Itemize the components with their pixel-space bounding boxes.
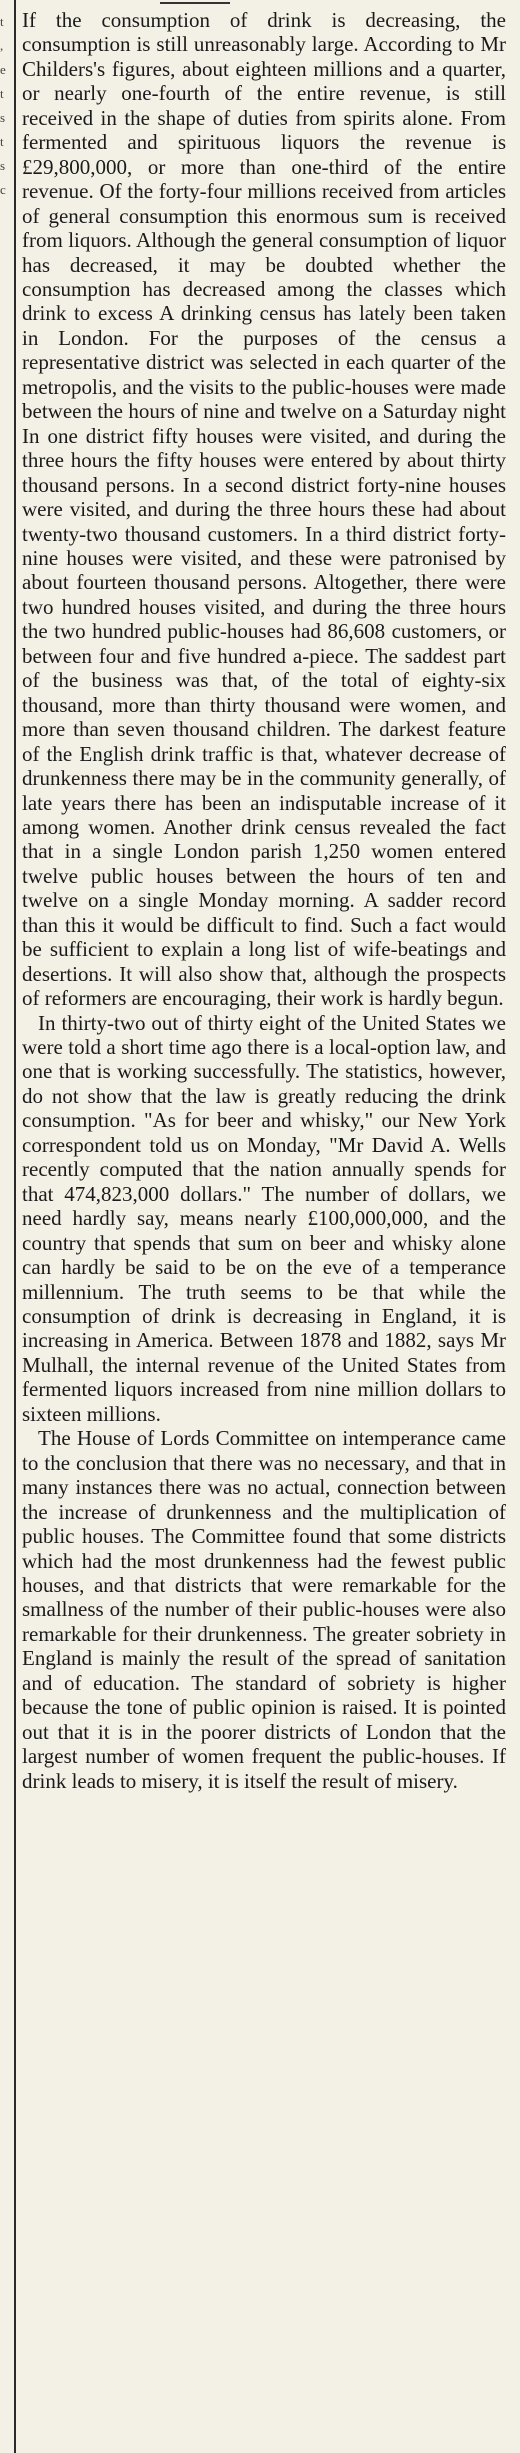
header-rule <box>160 2 230 4</box>
margin-fragment: t <box>0 14 4 29</box>
margin-fragment: c <box>0 182 6 197</box>
margin-fragment: s <box>0 110 6 125</box>
margin-fragment: e <box>0 62 6 77</box>
paragraph-drink-consumption: If the consumption of drink is decreasing, the consumption is still unreasonably large. According to Mr Childers's figures, about eighteen millions and a quarter, or nearly one-fourth of the entire revenue, is still received in the shape of duties from spirits alone. From fermented and spirituous liquors the revenue is £29,800,000, or more than one-third of the entire revenue. Of the forty-four millions received from articles of general consumption this enormous sum is received from liquors. Although the general consumption of liquor has decreased, it may be doubted whether the consumption has decreased among the classes which drink to excess A drinking census has lately been taken in London. For the purposes of the census a representative district was selected in each quarter of the metropolis, and the visits to the public-houses were made between the hours of nine and twelve on a Saturday night In one district fifty houses were visited, and during the three hours the fifty houses were entered by about thirty thousand persons. In a second district forty-nine houses were visited, and during the three hours these had about twenty-two thousand customers. In a third district forty-nine houses were visited, and these were patronised by about fourteen thousand persons. Altogether, there were two hundred houses visited, and during the three hours the two hundred public-houses had 86,608 customers, or between four and five hundred a-piece. The saddest part of the business was that, of the total of eighty-six thousand, more than thirty thousand were women, and more than seven thousand children. The darkest feature of the English drink traffic is that, whatever decrease of drunkenness there may be in the community generally, of late years there has been an indisputable increase of it among women. Another drink census revealed the fact that in a single London parish 1,250 women entered twelve public houses between the hours of ten and twelve on a single Monday morning. A sadder record than this it would be difficult to find. Such a fact would be sufficient to explain a long list of wife-beatings and desertions. It will also show that, although the prospects of reformers are encouraging, their work is hardly begun. <box>22 8 506 1011</box>
margin-fragment: , <box>0 38 4 53</box>
margin-fragment: t <box>0 134 4 149</box>
margin-fragment: t <box>0 86 4 101</box>
paragraph-united-states: In thirty-two out of thirty eight of the United States we were told a short time ago there is a local-option law, and one that is working successfully. The statistics, however, do not show that the law is greatly reducing the drink consumption. "As for beer and whisky," our New York correspondent told us on Monday, "Mr David A. Wells recently computed that the nation annually spends for that 474,823,000 dollars." The number of dollars, we need hardly say, means nearly £100,000,000, and the country that spends that sum on beer and whisky alone can hardly be said to be on the eve of a temperance millennium. The truth seems to be that while the consumption of drink is decreasing in England, it is increasing in America. Between 1878 and 1882, says Mr Mulhall, the internal revenue of the United States from fermented liquors increased from nine million dollars to sixteen millions. <box>22 1010 506 1426</box>
column-rule <box>14 0 16 2453</box>
paragraph-house-of-lords: The House of Lords Committee on intemperance came to the conclusion that there was no necessary, and that in many instances there was no actual, connection between the increase of drunkenness and the multiplication of public houses. The Committee found that some districts which had the most drunkenness had the fewest public houses, and that districts that were remarkable for the smallness of the number of their public-houses were also remarkable for their drunkenness. The greater sobriety in England is mainly the result of the spread of sanitation and of education. The standard of sobriety is higher because the tone of public opinion is raised. It is pointed out that it is in the poorer districts of London that the largest number of women frequent the public-houses. If drink leads to misery, it is itself the result of misery. <box>22 1426 506 1793</box>
article-column <box>22 8 506 1793</box>
left-margin-fragments <box>0 10 12 2450</box>
margin-fragment: s <box>0 158 6 173</box>
